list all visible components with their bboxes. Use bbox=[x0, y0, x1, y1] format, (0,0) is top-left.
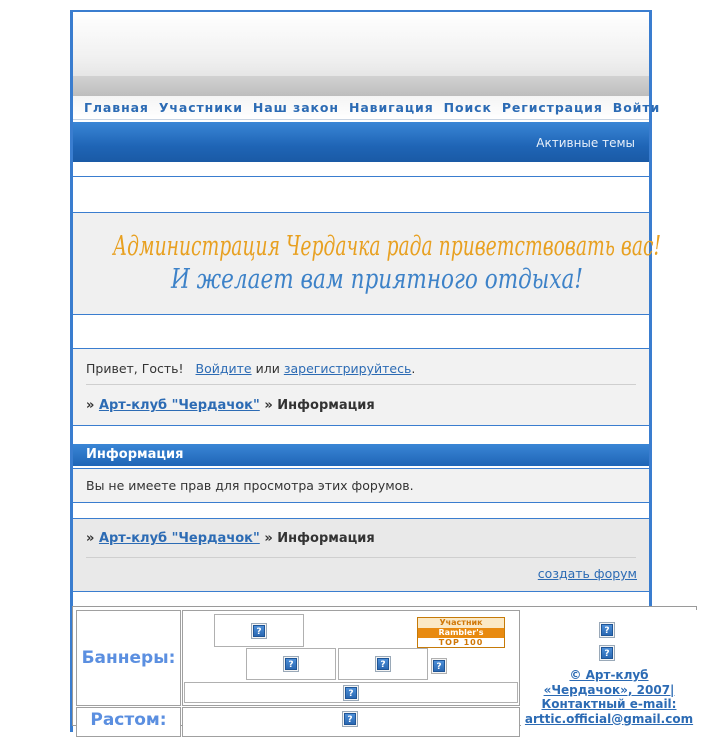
nav-navigation[interactable]: Навигация bbox=[348, 100, 434, 115]
banners-cell bbox=[182, 610, 520, 706]
breadcrumb-current: Информация bbox=[277, 531, 375, 546]
counters-cell bbox=[182, 707, 520, 737]
broken-image-icon[interactable]: ? bbox=[599, 645, 615, 661]
login-link[interactable]: Войдите bbox=[195, 361, 252, 376]
banner-table bbox=[72, 606, 697, 730]
welcome-line-1: Администрация Чердачка рада приветствовать вас! bbox=[111, 231, 662, 262]
info-message: Вы не имеете прав для просмотра этих форумов. bbox=[73, 468, 649, 503]
breadcrumb-separator: » bbox=[264, 398, 273, 413]
banner-slot[interactable] bbox=[338, 648, 428, 680]
topic-bar-underline bbox=[73, 162, 649, 177]
welcome-banner bbox=[73, 212, 662, 315]
register-link[interactable]: зарегистрируйтесь bbox=[283, 361, 412, 376]
rambler-line-1: Участник bbox=[418, 618, 504, 628]
rambler-top100-banner[interactable] bbox=[417, 617, 505, 648]
copyright-line-1[interactable]: © Арт-клуб bbox=[569, 668, 649, 682]
header-top bbox=[73, 12, 649, 76]
contact-label: Контактный e-mail: bbox=[541, 697, 677, 711]
copyright bbox=[521, 668, 697, 726]
breadcrumb bbox=[86, 398, 375, 413]
welcome-line-2: И желает вам приятного отдыха! bbox=[170, 264, 583, 295]
banners-label: Баннеры: bbox=[76, 610, 181, 706]
breadcrumb-forum-link[interactable]: Арт-клуб "Чердачок" bbox=[98, 531, 260, 546]
broken-image-icon[interactable]: ? bbox=[431, 658, 447, 674]
rambler-line-3: TOP 100 bbox=[418, 638, 504, 647]
banner-slot-wide[interactable] bbox=[184, 682, 518, 703]
banner-slot[interactable] bbox=[246, 648, 336, 680]
create-forum-link[interactable]: создать форум bbox=[537, 566, 637, 581]
welcome-banner-art bbox=[73, 213, 662, 316]
copyright-line-2[interactable]: «Чердачок», 2007| bbox=[543, 682, 675, 697]
greeting-text: Привет, Гость! bbox=[86, 361, 184, 376]
banners-label-2: Растом: bbox=[76, 707, 181, 737]
header-stripe bbox=[73, 76, 649, 96]
rambler-line-2: Rambler's bbox=[418, 628, 504, 638]
nav-register[interactable]: Регистрация bbox=[501, 100, 603, 115]
copyright-cell bbox=[521, 610, 697, 740]
breadcrumb-prefix: » bbox=[86, 531, 95, 546]
breadcrumb-separator: » bbox=[264, 531, 273, 546]
divider bbox=[86, 384, 636, 385]
breadcrumb-prefix: » bbox=[86, 398, 95, 413]
banner-slot[interactable] bbox=[214, 614, 304, 647]
nav-search[interactable]: Поиск bbox=[443, 100, 492, 115]
breadcrumb-current: Информация bbox=[277, 398, 375, 413]
divider bbox=[86, 557, 636, 558]
broken-image-icon: ? bbox=[251, 623, 267, 639]
topic-bar bbox=[73, 122, 649, 162]
breadcrumb-bottom bbox=[86, 531, 375, 546]
broken-image-icon: ? bbox=[375, 656, 391, 672]
greeting-dot: . bbox=[411, 361, 416, 376]
broken-image-icon: ? bbox=[343, 685, 359, 701]
breadcrumb-forum-link[interactable]: Арт-клуб "Чердачок" bbox=[98, 398, 260, 413]
nav-members[interactable]: Участники bbox=[158, 100, 243, 115]
guest-greeting bbox=[86, 361, 415, 376]
nav-rules[interactable]: Наш закон bbox=[252, 100, 339, 115]
main-nav bbox=[73, 96, 661, 120]
broken-image-icon: ? bbox=[283, 656, 299, 672]
nav-home[interactable]: Главная bbox=[84, 100, 149, 115]
nav-login[interactable]: Войти bbox=[612, 100, 661, 115]
active-topics-link[interactable]: Активные темы bbox=[536, 136, 635, 150]
contact-email[interactable]: arttic.official@gmail.com bbox=[524, 711, 694, 726]
broken-image-icon[interactable]: ? bbox=[599, 622, 615, 638]
or-text: или bbox=[255, 361, 280, 376]
info-title: Информация bbox=[73, 444, 649, 466]
broken-image-icon[interactable]: ? bbox=[342, 711, 358, 727]
bottom-panel bbox=[73, 518, 649, 592]
user-panel bbox=[73, 348, 649, 426]
